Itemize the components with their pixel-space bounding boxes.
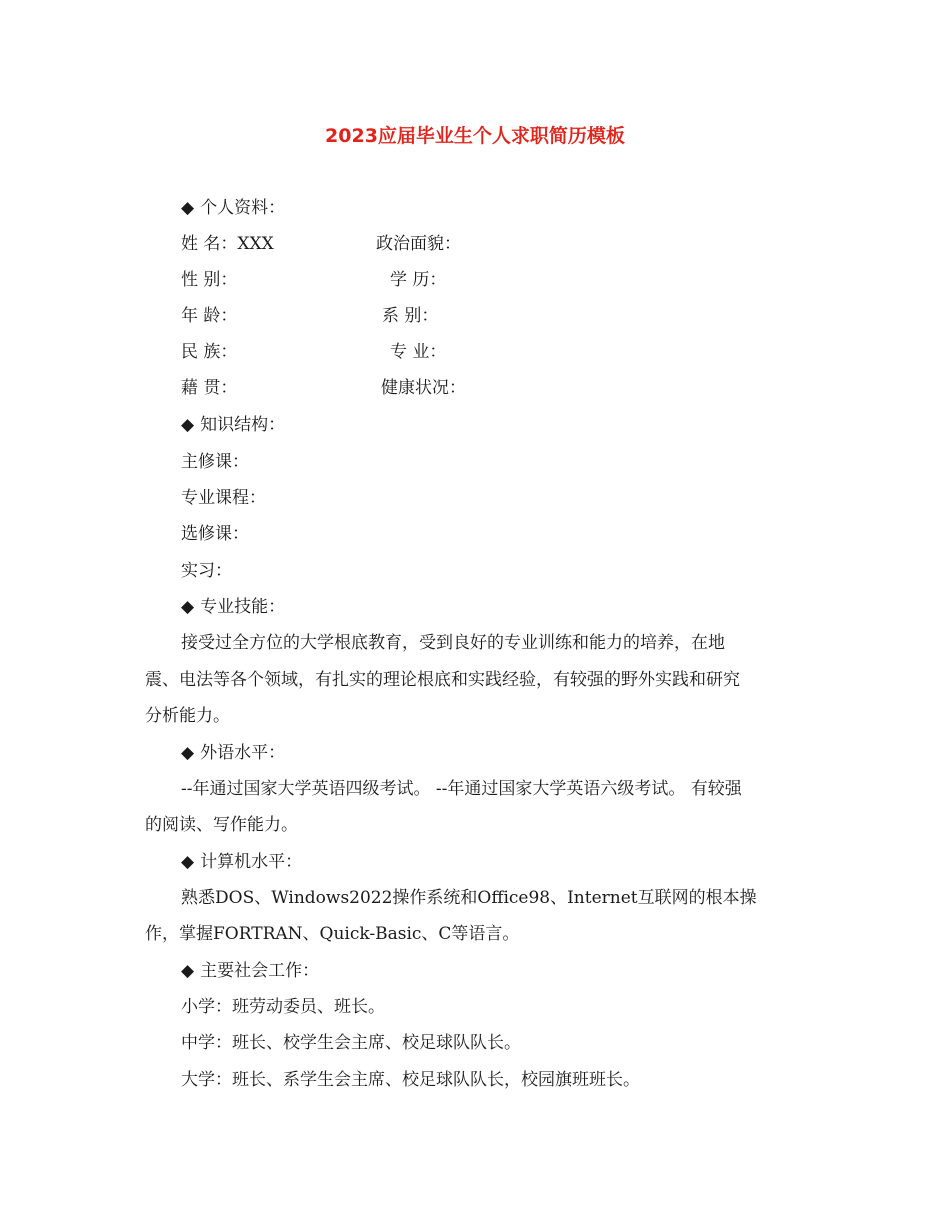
field-major: 专 业： xyxy=(390,342,447,362)
skills-paragraph-line: 震、电法等各个领域，有扎实的理论根底和实践经验，有较强的野外实践和研究 xyxy=(145,670,740,690)
section-heading-skills xyxy=(181,595,285,619)
heading-text: 专业技能： xyxy=(200,597,286,617)
heading-text: 计算机水平： xyxy=(200,852,303,872)
heading-text: 主要社会工作： xyxy=(200,961,320,981)
field-gender: 性 别： xyxy=(181,270,238,290)
knowledge-item-electives: 选修课： xyxy=(181,524,249,544)
knowledge-item-major-courses: 主修课： xyxy=(181,452,249,472)
diamond-bullet-icon: ◆ xyxy=(181,415,195,435)
social-item-primary-school: 小学：班劳动委员、班长。 xyxy=(181,997,385,1017)
info-row-name xyxy=(181,232,274,256)
field-age: 年 龄： xyxy=(181,306,238,326)
language-paragraph-line: --年通过国家大学英语四级考试。 --年通过国家大学英语六级考试。 有较强 xyxy=(181,779,742,799)
diamond-bullet-icon: ◆ xyxy=(181,961,195,981)
field-political-status: 政治面貌： xyxy=(376,234,461,254)
section-heading-language xyxy=(181,741,285,765)
computer-paragraph-line: 熟悉DOS、Windows2022操作系统和Office98、Internet互联网的根本操 xyxy=(181,888,757,908)
computer-paragraph-line: 作，掌握FORTRAN、Quick-Basic、C等语言。 xyxy=(145,924,520,944)
section-heading-knowledge xyxy=(181,413,285,437)
field-education: 学 历： xyxy=(390,270,447,290)
skills-paragraph-line: 接受过全方位的大学根底教育，受到良好的专业训练和能力的培养，在地 xyxy=(181,633,725,653)
social-item-university: 大学：班长、系学生会主席、校足球队队长，校园旗班班长。 xyxy=(181,1070,640,1090)
heading-text: 知识结构： xyxy=(200,415,286,435)
diamond-bullet-icon: ◆ xyxy=(181,852,195,872)
section-heading-computer xyxy=(181,850,302,874)
skills-paragraph-line: 分析能力。 xyxy=(145,706,230,726)
heading-text: 外语水平： xyxy=(200,743,286,763)
field-department: 系 别： xyxy=(382,306,439,326)
section-heading-social xyxy=(181,959,319,983)
diamond-bullet-icon: ◆ xyxy=(181,198,195,218)
page-title: 2023应届毕业生个人求职简历模板 xyxy=(325,125,625,147)
language-paragraph-line: 的阅读、写作能力。 xyxy=(145,815,298,835)
diamond-bullet-icon: ◆ xyxy=(181,743,195,763)
knowledge-item-professional-courses: 专业课程： xyxy=(181,488,266,508)
field-health: 健康状况： xyxy=(381,378,466,398)
heading-text: 个人资料： xyxy=(200,198,286,218)
social-item-middle-school: 中学：班长、校学生会主席、校足球队队长。 xyxy=(181,1033,521,1053)
knowledge-item-internship: 实习： xyxy=(181,561,232,581)
field-ethnicity: 民 族： xyxy=(181,342,238,362)
field-name: 姓 名：XXX xyxy=(181,234,274,254)
diamond-bullet-icon: ◆ xyxy=(181,597,195,617)
section-heading-personal xyxy=(181,196,285,220)
field-native-place: 藉 贯： xyxy=(181,378,238,398)
